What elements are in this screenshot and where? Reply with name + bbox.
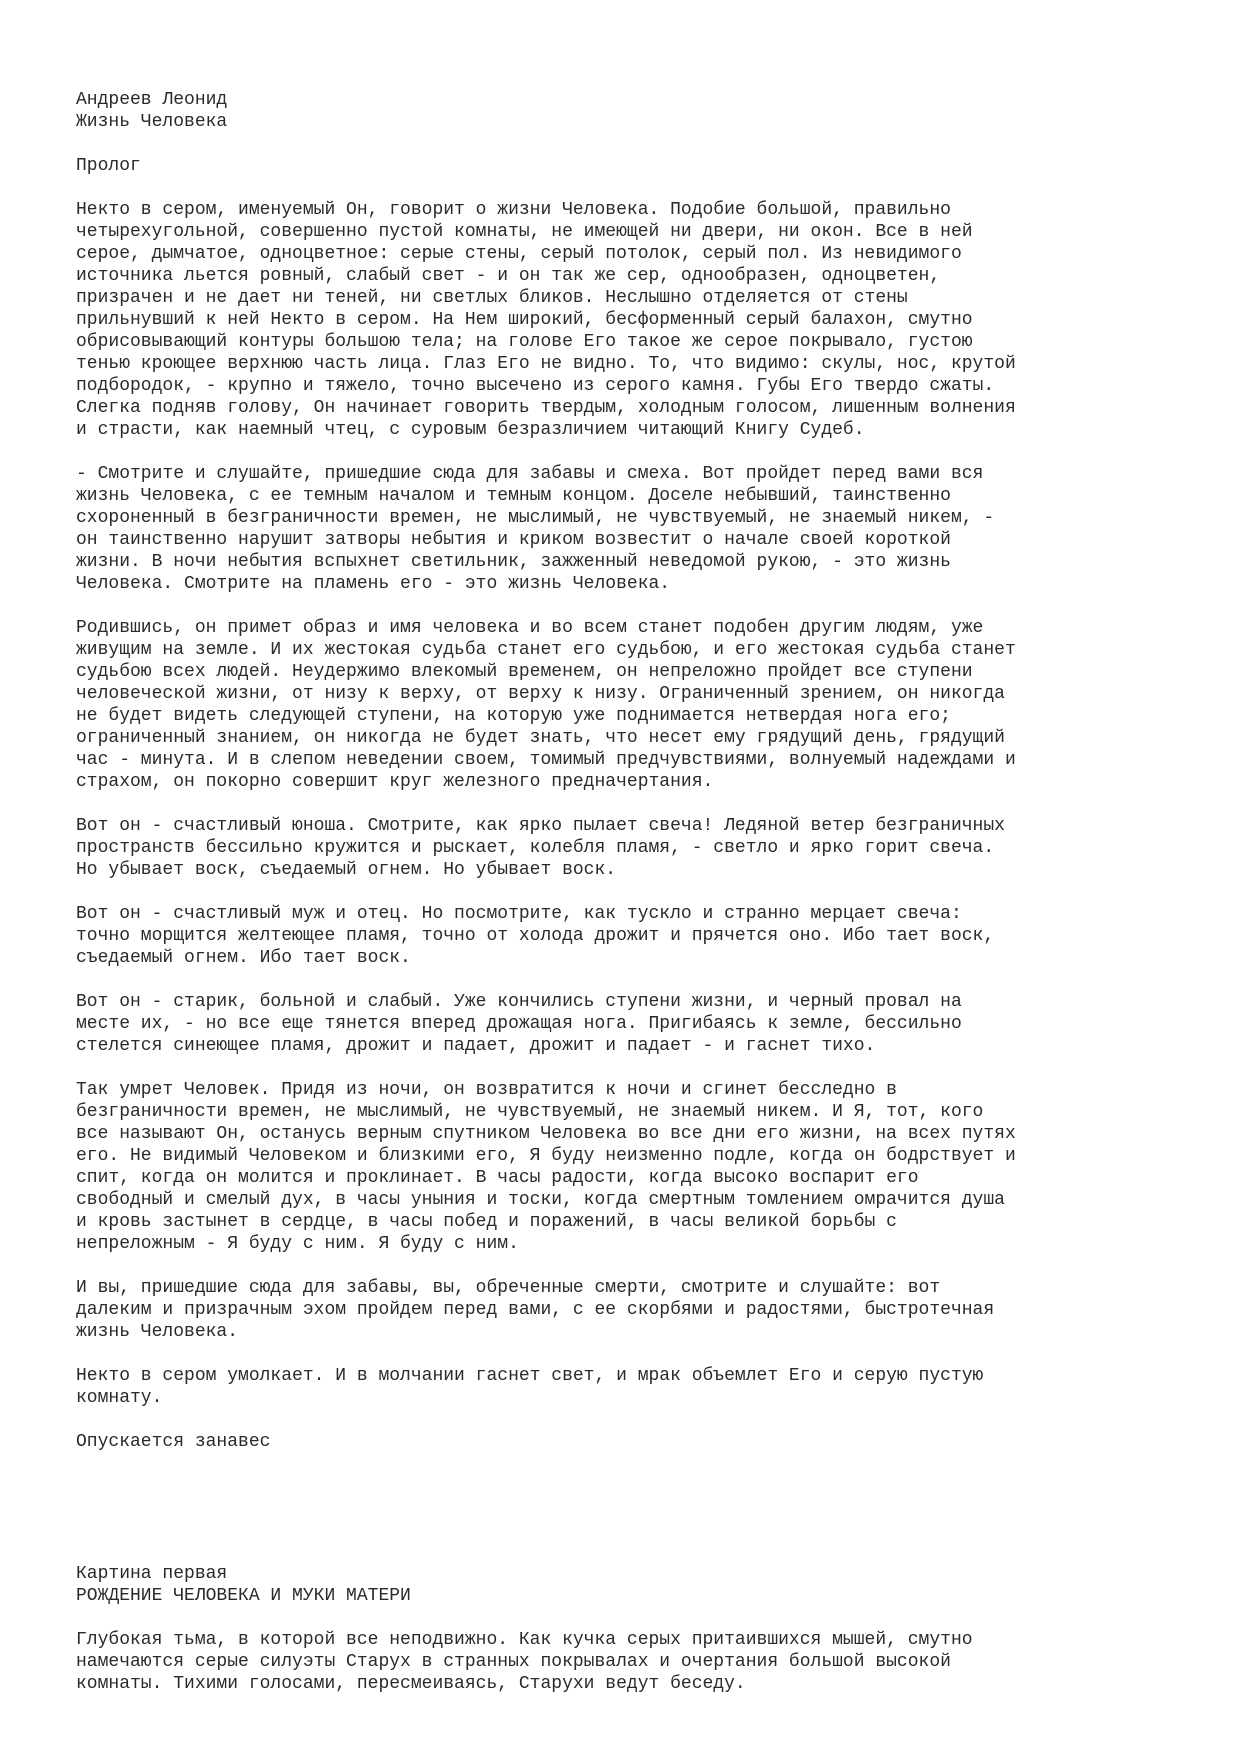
text-line: страхом, он покорно совершит круг железного предначертания.	[76, 772, 714, 792]
paragraph	[76, 1277, 1166, 1343]
document-page	[76, 89, 1166, 1717]
text-line: и страсти, как наемный чтец, с суровым безразличием читающий Книгу Судеб.	[76, 420, 865, 440]
text-line: - Смотрите и слушайте, пришедшие сюда для забавы и смеха. Вот пройдет перед вами вся	[76, 464, 984, 484]
paragraph	[76, 1079, 1166, 1255]
paragraph	[76, 1629, 1166, 1695]
text-line: спит, когда он молится и проклинает. В часы радости, когда высоко воспарит его	[76, 1168, 919, 1188]
text-line: пространств бессильно кружится и рыскает, колебля пламя, - светло и ярко горит свеча.	[76, 838, 995, 858]
text-line: обрисовывающий контуры большою тела; на голове Его такое же серое покрывало, густою	[76, 332, 973, 352]
text-line: Слегка подняв голову, Он начинает говорить твердым, холодным голосом, лишенным волнения	[76, 398, 1016, 418]
text-line: его. Не видимый Человеком и близкими его, Я буду неизменно подле, когда он бодрствует и	[76, 1146, 1016, 1166]
paragraph	[76, 617, 1166, 793]
text-line: жизнь Человека, с ее темным началом и темным концом. Доселе небывший, таинственно	[76, 486, 951, 506]
text-line: Глубокая тьма, в которой все неподвижно. Как кучка серых притаившихся мышей, смутно	[76, 1630, 973, 1650]
text-line: четырехугольной, совершенно пустой комнаты, не имеющей ни двери, ни окон. Все в ней	[76, 222, 973, 242]
text-line: жизнь Человека.	[76, 1322, 239, 1342]
text-line: точно морщится желтеющее пламя, точно от холода дрожит и прячется оно. Ибо тает воск,	[76, 926, 995, 946]
text-line: прильнувший к ней Некто в сером. На Нем широкий, бесформенный серый балахон, смутно	[76, 310, 973, 330]
paragraph	[76, 463, 1166, 595]
text-line: судьбою всех людей. Неудержимо влекомый временем, он непреложно пройдет все ступени	[76, 662, 973, 682]
text-line: намечаются серые силуэты Старух в странных покрывалах и очертания большой высокой	[76, 1652, 951, 1672]
text-line: он таинственно нарушит затворы небытия и криком возвестит о начале своей короткой	[76, 530, 951, 550]
chapter-text	[76, 1629, 1166, 1695]
text-line: подбородок, - крупно и тяжело, точно высечено из серого камня. Губы Его твердо сжаты.	[76, 376, 995, 396]
text-line: Опускается занавес	[76, 1432, 271, 1452]
text-line: Человека. Смотрите на пламень его - это жизнь Человека.	[76, 574, 671, 594]
text-line: комнаты. Тихими голосами, пересмеиваясь, Старухи ведут беседу.	[76, 1674, 746, 1694]
text-line: Вот он - счастливый юноша. Смотрите, как ярко пылает свеча! Ледяной ветер безграничных	[76, 816, 1005, 836]
text-line: И вы, пришедшие сюда для забавы, вы, обреченные смерти, смотрите и слушайте: вот	[76, 1278, 941, 1298]
text-line: тенью кроющее верхнюю часть лица. Глаз Его не видно. То, что видимо: скулы, нос, крутой	[76, 354, 1016, 374]
work-title: Жизнь Человека	[76, 112, 228, 132]
paragraph	[76, 903, 1166, 969]
document-header	[76, 89, 1166, 133]
text-line: все называют Он, останусь верным спутником Человека во все дни его жизни, на всех путях	[76, 1124, 1016, 1144]
text-line: Вот он - старик, больной и слабый. Уже кончились ступени жизни, и черный провал на	[76, 992, 962, 1012]
section-spacer	[76, 1475, 1166, 1563]
text-line: непреложным - Я буду с ним. Я буду с ним.	[76, 1234, 519, 1254]
prologue-text	[76, 199, 1166, 1453]
text-line: съедаемый огнем. Ибо тает воск.	[76, 948, 411, 968]
text-line: месте их, - но все еще тянется вперед дрожащая нога. Пригибаясь к земле, бессильно	[76, 1014, 962, 1034]
paragraph	[76, 1365, 1166, 1409]
text-line: Но убывает воск, съедаемый огнем. Но убывает воск.	[76, 860, 617, 880]
text-line: живущим на земле. И их жестокая судьба станет его судьбою, и его жестокая судьба станет	[76, 640, 1016, 660]
paragraph	[76, 815, 1166, 881]
prologue-heading: Пролог	[76, 156, 141, 176]
text-line: человеческой жизни, от низу к верху, от верху к низу. Ограниченный зрением, он никогда	[76, 684, 1005, 704]
text-line: ограниченный знанием, он никогда не будет знать, что несет ему грядущий день, грядущий	[76, 728, 1005, 748]
text-line: источника льется ровный, слабый свет - и он так же сер, однообразен, одноцветен,	[76, 266, 941, 286]
text-line: не будет видеть следующей ступени, на которую уже поднимается нетвердая нога его;	[76, 706, 951, 726]
text-line: и кровь застынет в сердце, в часы побед и поражений, в часы великой борьбы с	[76, 1212, 897, 1232]
paragraph	[76, 199, 1166, 441]
text-line: стелется синеющее пламя, дрожит и падает, дрожит и падает - и гаснет тихо.	[76, 1036, 876, 1056]
prologue-heading-block	[76, 155, 1166, 177]
text-line: Некто в сером умолкает. И в молчании гаснет свет, и мрак объемлет Его и серую пустую	[76, 1366, 984, 1386]
text-line: Вот он - счастливый муж и отец. Но посмотрите, как тускло и странно мерцает свеча:	[76, 904, 962, 924]
text-line: комнату.	[76, 1388, 163, 1408]
chapter-header	[76, 1563, 1166, 1607]
paragraph	[76, 991, 1166, 1057]
paragraph	[76, 1431, 1166, 1453]
text-line: Так умрет Человек. Придя из ночи, он возвратится к ночи и сгинет бесследно в	[76, 1080, 897, 1100]
text-line: жизни. В ночи небытия вспыхнет светильник, зажженный неведомой рукою, - это жизнь	[76, 552, 951, 572]
text-line: безграничности времен, не мыслимый, не чувствуемый, не знаемый никем. И Я, тот, кого	[76, 1102, 984, 1122]
text-line: Некто в сером, именуемый Он, говорит о жизни Человека. Подобие большой, правильно	[76, 200, 951, 220]
text-line: час - минута. И в слепом неведении своем, томимый предчувствиями, волнуемый надеждами и	[76, 750, 1016, 770]
text-line: Родившись, он примет образ и имя человека и во всем станет подобен другим людям, уже	[76, 618, 984, 638]
text-line: далеким и призрачным эхом пройдем перед вами, с ее скорбями и радостями, быстротечная	[76, 1300, 995, 1320]
chapter-heading: Картина первая	[76, 1564, 228, 1584]
author-name: Андреев Леонид	[76, 90, 228, 110]
text-line: серое, дымчатое, одноцветное: серые стены, серый потолок, серый пол. Из невидимого	[76, 244, 962, 264]
chapter-subtitle: РОЖДЕНИЕ ЧЕЛОВЕКА И МУКИ МАТЕРИ	[76, 1586, 411, 1606]
text-line: свободный и смелый дух, в часы уныния и тоски, когда смертным томлением омрачится душа	[76, 1190, 1005, 1210]
text-line: призрачен и не дает ни теней, ни светлых бликов. Неслышно отделяется от стены	[76, 288, 908, 308]
text-line: схороненный в безграничности времен, не мыслимый, не чувствуемый, не знаемый никем, -	[76, 508, 995, 528]
